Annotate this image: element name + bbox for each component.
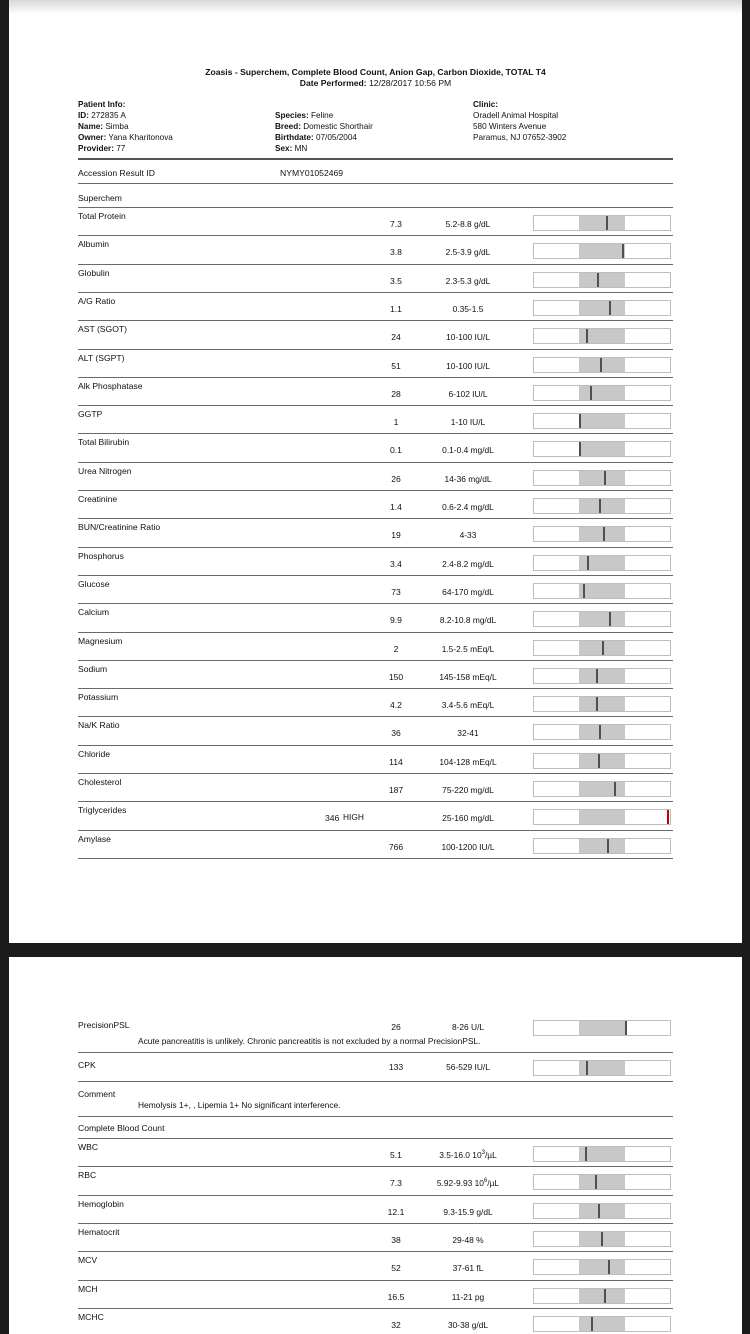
superchem-row bbox=[78, 548, 673, 576]
precision-name: PrecisionPSL bbox=[78, 1020, 130, 1030]
result-marker bbox=[622, 244, 624, 258]
cbc-name: WBC bbox=[78, 1142, 99, 1152]
result-marker bbox=[606, 216, 608, 230]
normal-range-band bbox=[579, 1260, 625, 1274]
superchem-name: BUN/Creatinine Ratio bbox=[78, 522, 161, 533]
provider-label: Provider: bbox=[78, 144, 114, 153]
superchem-value: 1.4 bbox=[390, 502, 402, 512]
cbc-ref: 37-61 fL bbox=[452, 1263, 484, 1274]
superchem-value: 1.1 bbox=[390, 303, 402, 314]
cpk-divider bbox=[78, 1081, 673, 1082]
result-marker bbox=[614, 782, 616, 796]
superchem-value: 28 bbox=[391, 388, 401, 399]
result-marker bbox=[602, 641, 604, 655]
superchem-range-bar bbox=[533, 809, 671, 825]
normal-range-band bbox=[579, 1175, 625, 1189]
result-marker bbox=[607, 839, 609, 853]
superchem-value: 73 bbox=[391, 586, 401, 597]
superchem-row bbox=[78, 802, 673, 830]
superchem-range-bar bbox=[533, 385, 671, 401]
cbc-ref: 3.5-16.0 $10^3/\mu L$ bbox=[439, 1150, 497, 1160]
cbc-ref: 11-21 pg bbox=[451, 1291, 485, 1302]
superchem-value: 3.4 bbox=[390, 558, 402, 569]
superchem-range-bar bbox=[533, 583, 671, 599]
normal-range-band bbox=[579, 725, 625, 739]
result-marker bbox=[599, 725, 601, 739]
cbc-range-bar bbox=[533, 1259, 671, 1275]
superchem-row bbox=[78, 519, 673, 547]
superchem-name: Sodium bbox=[78, 663, 108, 674]
cpk-ref: 56-529 IU/L bbox=[446, 1062, 490, 1072]
normal-range-band bbox=[579, 1289, 625, 1303]
patient-name-label: Name: bbox=[78, 122, 104, 131]
patient-id-label: ID: bbox=[78, 111, 89, 120]
superchem-range-bar bbox=[533, 838, 671, 854]
normal-range-band bbox=[579, 697, 625, 711]
normal-range-band bbox=[579, 414, 625, 428]
superchem-ref: 145-158 mEq/L bbox=[439, 671, 497, 682]
superchem-ref: 100-1200 IU/L bbox=[441, 841, 495, 852]
cbc-row bbox=[78, 1167, 673, 1195]
result-marker bbox=[590, 386, 592, 400]
result-marker bbox=[587, 556, 589, 570]
superchem-row bbox=[78, 350, 673, 378]
superchem-name: Na/K Ratio bbox=[78, 720, 120, 731]
superchem-ref: 10-100 IU/L bbox=[446, 360, 490, 371]
superchem-range-bar bbox=[533, 215, 671, 231]
clinic-name: Oradell Animal Hospital bbox=[473, 111, 559, 120]
result-marker bbox=[597, 273, 599, 287]
superchem-ref: 8.2-10.8 mg/dL bbox=[439, 615, 497, 626]
cbc-ref: 5.92-9.93 $10^6/\mu L$ bbox=[436, 1178, 500, 1189]
superchem-ref: 2.3-5.3 g/dL bbox=[445, 275, 491, 286]
superchem-ref: 2.5-3.9 g/dL bbox=[445, 247, 491, 258]
cbc-ref: 29-48 % bbox=[452, 1234, 484, 1245]
result-marker bbox=[579, 442, 581, 456]
normal-range-band bbox=[579, 1204, 625, 1218]
superchem-range-bar bbox=[533, 243, 671, 259]
normal-range-band bbox=[579, 386, 625, 400]
result-marker bbox=[583, 584, 585, 598]
normal-range-band bbox=[579, 442, 625, 456]
result-marker bbox=[609, 301, 611, 315]
superchem-ref: 6-102 IU/L bbox=[448, 388, 488, 399]
superchem-name: ALT (SGPT) bbox=[78, 352, 125, 363]
superchem-value: 1 bbox=[393, 417, 399, 428]
result-marker bbox=[608, 1260, 610, 1274]
normal-range-band bbox=[579, 244, 625, 258]
superchem-ref: 5.2-8.8 g/dL bbox=[445, 219, 491, 229]
cbc-name: MCHC bbox=[78, 1311, 104, 1322]
cbc-name: Hematocrit bbox=[78, 1226, 120, 1237]
patient-info-heading: Patient Info: bbox=[78, 100, 126, 109]
animal-info bbox=[275, 110, 373, 154]
superchem-ref: 4-33 bbox=[459, 530, 477, 541]
superchem-ref: 2.4-8.2 mg/dL bbox=[442, 558, 494, 569]
superchem-row bbox=[78, 774, 673, 802]
superchem-value: 0.1 bbox=[390, 445, 402, 456]
cbc-row bbox=[78, 1224, 673, 1252]
superchem-row bbox=[78, 265, 673, 293]
cbc-value: 5.1 bbox=[390, 1150, 402, 1160]
cbc-row bbox=[78, 1139, 673, 1167]
superchem-value: 114 bbox=[389, 756, 403, 767]
superchem-name: Potassium bbox=[78, 692, 119, 703]
superchem-range-bar bbox=[533, 696, 671, 712]
superchem-ref: 64-170 mg/dL bbox=[442, 586, 494, 597]
superchem-name: Amylase bbox=[78, 833, 111, 844]
owner-label: Owner: bbox=[78, 133, 107, 142]
cbc-range-bar bbox=[533, 1203, 671, 1219]
superchem-heading: Superchem bbox=[78, 193, 122, 203]
superchem-row bbox=[78, 321, 673, 349]
result-marker bbox=[609, 612, 611, 626]
patient-info bbox=[78, 99, 173, 154]
precision-note: Acute pancreatitis is unlikely. Chronic pancreatitis is not excluded by a normal PrecisionPSL. bbox=[138, 1036, 481, 1046]
comment-divider bbox=[78, 1116, 673, 1117]
cbc-range-bar bbox=[533, 1231, 671, 1247]
superchem-row-divider bbox=[78, 858, 673, 859]
superchem-row bbox=[78, 717, 673, 745]
superchem-ref: 1.5-2.5 mEq/L bbox=[441, 643, 495, 654]
superchem-value: 766 bbox=[388, 841, 404, 852]
result-marker bbox=[585, 1147, 587, 1161]
birthdate-label: Birthdate: bbox=[275, 133, 314, 142]
superchem-range-bar bbox=[533, 300, 671, 316]
superchem-name: GGTP bbox=[78, 409, 103, 420]
accession-row bbox=[78, 160, 673, 184]
superchem-range-bar bbox=[533, 611, 671, 627]
clinic-info bbox=[473, 99, 566, 143]
result-marker bbox=[591, 1317, 593, 1331]
superchem-row bbox=[78, 208, 673, 236]
cbc-range-bar bbox=[533, 1146, 671, 1162]
superchem-value: 187 bbox=[388, 785, 404, 795]
superchem-ref: 104-128 mEq/L bbox=[439, 756, 497, 767]
superchem-name: Triglycerides bbox=[78, 805, 127, 816]
result-marker bbox=[601, 1232, 603, 1246]
superchem-value: 19 bbox=[391, 530, 401, 541]
patient-name: Simba bbox=[105, 122, 129, 131]
comment-text: Hemolysis 1+, , Lipemia 1+ No significant interference. bbox=[138, 1100, 341, 1110]
species: Feline bbox=[310, 111, 334, 120]
superchem-range-bar bbox=[533, 753, 671, 769]
superchem-range-bar bbox=[533, 555, 671, 571]
cpk-range-bar bbox=[533, 1060, 671, 1076]
superchem-value: 150 bbox=[388, 671, 404, 682]
birthdate: 07/05/2004 bbox=[315, 133, 357, 142]
precision-value: 26 bbox=[391, 1022, 401, 1032]
report-page-2 bbox=[9, 957, 742, 1334]
date-performed bbox=[9, 78, 742, 88]
breed: Domestic Shorthair bbox=[303, 122, 373, 131]
normal-range-band bbox=[579, 216, 625, 230]
superchem-row bbox=[78, 406, 673, 434]
clinic-city: Paramus, NJ 07652-3902 bbox=[473, 133, 567, 142]
result-marker bbox=[667, 810, 669, 824]
ref-exponent: 6 bbox=[483, 1178, 488, 1185]
cbc-row bbox=[78, 1252, 673, 1280]
cbc-range-bar bbox=[533, 1316, 671, 1332]
superchem-name: Phosphorus bbox=[78, 550, 124, 561]
cbc-range-bar bbox=[533, 1174, 671, 1190]
cbc-value: 52 bbox=[391, 1263, 401, 1274]
report-page-1 bbox=[9, 0, 742, 943]
superchem-value: 346 bbox=[325, 813, 340, 824]
cbc-row bbox=[78, 1196, 673, 1224]
superchem-name: Magnesium bbox=[78, 635, 123, 646]
result-marker bbox=[596, 697, 598, 711]
superchem-ref: 32-41 bbox=[457, 728, 479, 739]
breed-label: Breed: bbox=[275, 122, 301, 131]
normal-range-band bbox=[579, 754, 625, 768]
cbc-row bbox=[78, 1309, 673, 1334]
accession-divider bbox=[78, 183, 673, 184]
accession-label: Accession Result ID bbox=[78, 168, 155, 178]
cbc-name: RBC bbox=[78, 1170, 97, 1181]
cbc-range-bar bbox=[533, 1288, 671, 1304]
superchem-range-bar bbox=[533, 357, 671, 373]
normal-range-band bbox=[579, 1317, 625, 1331]
superchem-name: Total Protein bbox=[78, 211, 126, 221]
species-label: Species: bbox=[275, 111, 309, 120]
superchem-range-bar bbox=[533, 413, 671, 429]
precision-ref: 8-26 U/L bbox=[451, 1022, 485, 1032]
clinic-address: 580 Winters Avenue bbox=[473, 122, 547, 131]
superchem-row bbox=[78, 746, 673, 774]
comment-heading: Comment bbox=[78, 1089, 116, 1099]
result-marker bbox=[586, 1061, 588, 1075]
result-marker bbox=[604, 1289, 606, 1303]
superchem-row bbox=[78, 661, 673, 689]
superchem-value: 24 bbox=[391, 332, 401, 343]
superchem-value: 3.8 bbox=[390, 247, 402, 258]
patient-id: 272835 A bbox=[91, 111, 126, 120]
superchem-ref: 0.6-2.4 mg/dL bbox=[442, 502, 494, 512]
sex-label: Sex: bbox=[275, 144, 293, 153]
superchem-row bbox=[78, 434, 673, 462]
result-marker bbox=[625, 1021, 627, 1035]
superchem-name: Creatinine bbox=[78, 494, 118, 504]
superchem-name: Calcium bbox=[78, 607, 110, 618]
cpk-name: CPK bbox=[78, 1060, 96, 1070]
result-marker bbox=[598, 754, 600, 768]
cbc-heading: Complete Blood Count bbox=[78, 1123, 165, 1133]
result-marker bbox=[586, 329, 588, 343]
normal-range-band bbox=[579, 782, 625, 796]
result-marker bbox=[598, 1204, 600, 1218]
superchem-value: 4.2 bbox=[390, 700, 402, 711]
superchem-row bbox=[78, 689, 673, 717]
superchem-value: 36 bbox=[391, 728, 401, 739]
superchem-flag-high: HIGH bbox=[343, 812, 364, 823]
cpk-row bbox=[78, 1053, 673, 1081]
result-marker bbox=[595, 1175, 597, 1189]
superchem-row bbox=[78, 633, 673, 661]
result-marker bbox=[599, 499, 601, 513]
clinic-heading: Clinic: bbox=[473, 100, 499, 109]
cbc-ref: 30-38 g/dL bbox=[447, 1319, 489, 1330]
result-marker bbox=[604, 471, 606, 485]
superchem-name: Urea Nitrogen bbox=[78, 465, 132, 476]
normal-range-band bbox=[579, 273, 625, 287]
superchem-name: Glucose bbox=[78, 578, 110, 589]
superchem-name: Albumin bbox=[78, 239, 110, 250]
superchem-row bbox=[78, 463, 673, 491]
superchem-row bbox=[78, 293, 673, 321]
report-title: Zoasis - Superchem, Complete Blood Count, Anion Gap, Carbon Dioxide, TOTAL T4 bbox=[205, 67, 546, 77]
superchem-row bbox=[78, 378, 673, 406]
cpk-value: 133 bbox=[388, 1062, 404, 1072]
superchem-value: 2 bbox=[393, 643, 399, 654]
superchem-ref: 0.1-0.4 mg/dL bbox=[442, 445, 494, 456]
superchem-ref: 1-10 IU/L bbox=[450, 417, 486, 428]
result-marker bbox=[596, 669, 598, 683]
superchem-value: 7.3 bbox=[390, 219, 402, 229]
superchem-row bbox=[78, 604, 673, 632]
superchem-range-bar bbox=[533, 498, 671, 514]
cbc-name: MCH bbox=[78, 1283, 98, 1294]
superchem-range-bar bbox=[533, 272, 671, 288]
cbc-value: 12.1 bbox=[387, 1206, 405, 1217]
superchem-ref: 75-220 mg/dL bbox=[442, 785, 494, 795]
superchem-range-bar bbox=[533, 640, 671, 656]
normal-range-band bbox=[579, 1021, 625, 1035]
superchem-row bbox=[78, 491, 673, 519]
superchem-value: 3.5 bbox=[390, 275, 402, 286]
result-marker bbox=[579, 414, 581, 428]
superchem-row bbox=[78, 576, 673, 604]
superchem-name: Globulin bbox=[78, 267, 110, 278]
superchem-range-bar bbox=[533, 781, 671, 797]
cbc-value: 38 bbox=[391, 1234, 401, 1245]
superchem-range-bar bbox=[533, 470, 671, 486]
superchem-ref: 0.35-1.5 bbox=[452, 303, 484, 314]
superchem-range-bar bbox=[533, 328, 671, 344]
superchem-name: Alk Phosphatase bbox=[78, 380, 143, 391]
superchem-ref: 25-160 mg/dL bbox=[442, 813, 494, 824]
superchem-ref: 14-36 mg/dL bbox=[444, 473, 492, 484]
provider: 77 bbox=[116, 144, 126, 153]
superchem-name: Cholesterol bbox=[78, 777, 122, 787]
superchem-range-bar bbox=[533, 724, 671, 740]
precision-range-bar bbox=[533, 1020, 671, 1036]
superchem-value: 26 bbox=[391, 473, 401, 484]
ref-exponent: 3 bbox=[481, 1150, 485, 1157]
superchem-name: AST (SGOT) bbox=[78, 324, 128, 335]
cbc-name: MCV bbox=[78, 1255, 98, 1266]
cbc-name: Hemoglobin bbox=[78, 1198, 124, 1209]
date-performed-value: 12/28/2017 10:56 PM bbox=[369, 78, 452, 88]
normal-range-band bbox=[579, 301, 625, 315]
cbc-value: 32 bbox=[391, 1319, 401, 1330]
accession-value: NYMY01052469 bbox=[280, 168, 344, 178]
cbc-ref: 9.3-15.9 g/dL bbox=[443, 1206, 493, 1217]
normal-range-band bbox=[579, 612, 625, 626]
superchem-value: 9.9 bbox=[390, 615, 402, 626]
cbc-value: 16.5 bbox=[387, 1291, 405, 1302]
superchem-ref: 3.4-5.6 mEq/L bbox=[441, 700, 495, 711]
superchem-range-bar bbox=[533, 668, 671, 684]
normal-range-band bbox=[579, 471, 625, 485]
superchem-name: Chloride bbox=[78, 748, 111, 759]
superchem-range-bar bbox=[533, 526, 671, 542]
normal-range-band bbox=[579, 810, 625, 824]
normal-range-band bbox=[579, 499, 625, 513]
result-marker bbox=[600, 358, 602, 372]
superchem-range-bar bbox=[533, 441, 671, 457]
cbc-value: 7.3 bbox=[390, 1178, 402, 1189]
normal-range-band bbox=[579, 669, 625, 683]
superchem-row bbox=[78, 236, 673, 264]
superchem-row bbox=[78, 831, 673, 859]
superchem-name: Total Bilirubin bbox=[78, 437, 130, 448]
normal-range-band bbox=[579, 839, 625, 853]
superchem-value: 51 bbox=[391, 360, 401, 371]
owner-name: Yana Kharitonova bbox=[108, 133, 173, 142]
date-performed-label: Date Performed: bbox=[299, 78, 367, 88]
page-top-shadow bbox=[9, 0, 742, 14]
superchem-ref: 10-100 IU/L bbox=[446, 332, 490, 343]
superchem-name: A/G Ratio bbox=[78, 295, 116, 306]
normal-range-band bbox=[579, 584, 625, 598]
cbc-row bbox=[78, 1281, 673, 1309]
result-marker bbox=[603, 527, 605, 541]
sex: MN bbox=[294, 144, 308, 153]
